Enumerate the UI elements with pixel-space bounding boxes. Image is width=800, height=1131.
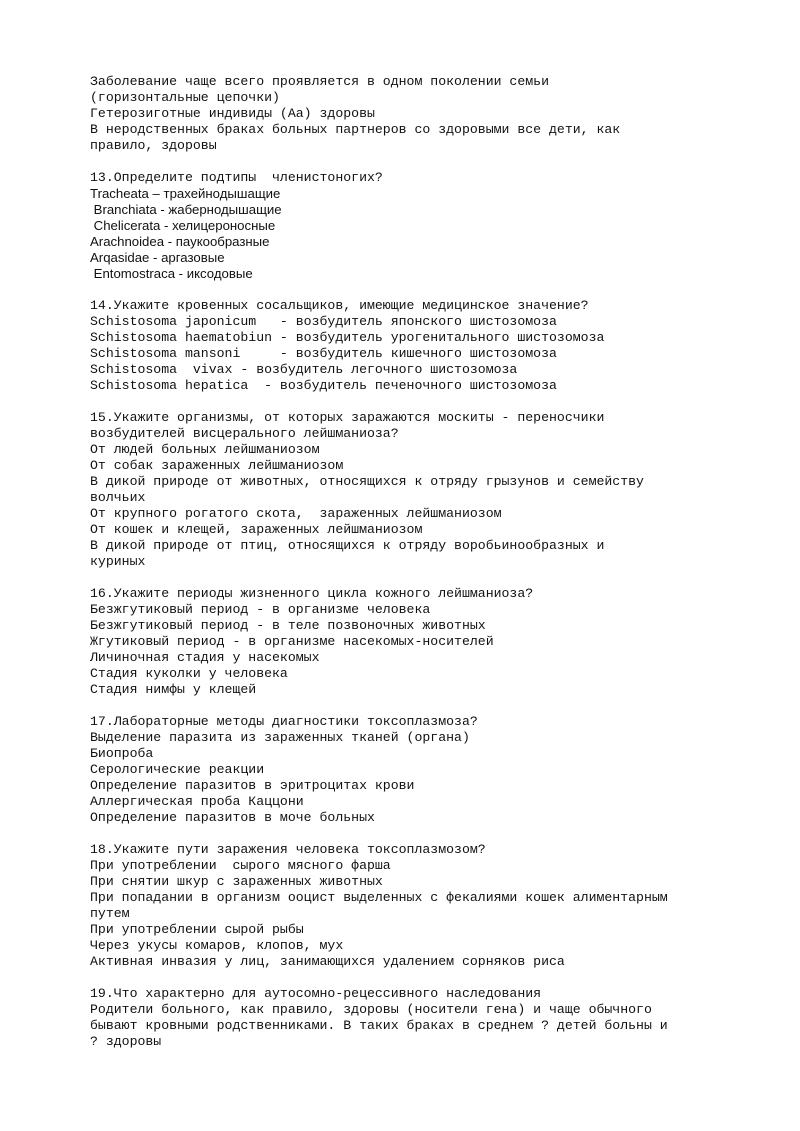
text-line: Личиночная стадия у насекомых	[90, 650, 320, 665]
text-line: От крупного рогатого скота, зараженных лейшманиозом	[90, 506, 502, 521]
question-18	[90, 842, 740, 970]
text-line: Гетерозиготные индивиды (Аа) здоровы	[90, 106, 375, 121]
text-line: Schistosoma japonicum - возбудитель японского шистозомоза	[90, 314, 557, 329]
text-line: ? здоровы	[90, 1034, 162, 1049]
text-line: волчьих	[90, 490, 146, 505]
text-line: От кошек и клещей, зараженных лейшманиозом	[90, 522, 423, 537]
text-line: Schistosoma haematobiun - возбудитель урогенитального шистозомоза	[90, 330, 605, 345]
text-line: В дикой природе от животных, относящихся к отряду грызунов и семейству	[90, 474, 644, 489]
text-line: Arachnoidea - паукообразные	[90, 234, 270, 249]
text-line: При попадании в организм ооцист выделенных с фекалиями кошек алиментарным	[90, 890, 668, 905]
text-line: В дикой природе от птиц, относящихся к отряду воробьинообразных и	[90, 538, 605, 553]
question-16	[90, 586, 740, 698]
text-line: Определение паразитов в эритроцитах крови	[90, 778, 415, 793]
text-line: При употреблении сырой рыбы	[90, 922, 304, 937]
paragraph-gap	[90, 282, 740, 298]
paragraph-gap	[90, 154, 740, 170]
paragraph-gap	[90, 970, 740, 986]
text-line: Биопроба	[90, 746, 154, 761]
text-line: Родители больного, как правило, здоровы (носители гена) и чаще обычного	[90, 1002, 652, 1017]
text-line: куриных	[90, 554, 146, 569]
text-line: (горизонтальные цепочки)	[90, 90, 280, 105]
text-line: Arqasidae - аргазовые	[90, 250, 225, 265]
text-line: Безжгутиковый период - в теле позвоночных животных	[90, 618, 486, 633]
question-13	[90, 170, 740, 282]
document-text	[90, 74, 740, 1050]
text-line: При снятии шкур с зараженных животных	[90, 874, 383, 889]
question-15	[90, 410, 740, 570]
text-line: Жгутиковый период - в организме насекомых-носителей	[90, 634, 494, 649]
text-line: Стадия куколки у человека	[90, 666, 288, 681]
paragraph-gap	[90, 826, 740, 842]
question-text: 19.Что характерно для аутосомно-рецессивного наследования	[90, 986, 542, 1001]
question-text: 14.Укажите кровенных сосальщиков, имеющие медицинское значение?	[90, 298, 589, 313]
text-line: путем	[90, 906, 130, 921]
paragraph-gap	[90, 570, 740, 586]
text-line: Через укусы комаров, клопов, мух	[90, 938, 344, 953]
text-line: Аллергическая проба Каццони	[90, 794, 304, 809]
question-14	[90, 298, 740, 394]
text-line: Заболевание чаще всего проявляется в одном поколении семьи	[90, 74, 549, 89]
text-line: Безжгутиковый период - в организме человека	[90, 602, 431, 617]
paragraph-gap	[90, 394, 740, 410]
text-line: бывают кровными родственниками. В таких браках в среднем ? детей больны и	[90, 1018, 668, 1033]
text-line: При употреблении сырого мясного фарша	[90, 858, 391, 873]
text-line: Chelicerata - хелицероносные	[90, 218, 276, 233]
text-line: Branchiata - жабернодышащие	[90, 202, 282, 217]
text-line: От людей больных лейшманиозом	[90, 442, 320, 457]
question-text: 18.Укажите пути заражения человека токсоплазмозом?	[90, 842, 486, 857]
text-line: В неродственных браках больных партнеров со здоровыми все дети, как	[90, 122, 621, 137]
question-text: 17.Лабораторные методы диагностики токсоплазмоза?	[90, 714, 478, 729]
text-line: правило, здоровы	[90, 138, 217, 153]
text-line: Стадия нимфы у клещей	[90, 682, 257, 697]
question-17	[90, 714, 740, 826]
question-text: 16.Укажите периоды жизненного цикла кожного лейшманиоза?	[90, 586, 534, 601]
question-text: 13.Определите подтипы членистоногих?	[90, 170, 383, 185]
text-line: Schistosoma vivax - возбудитель легочного шистозомоза	[90, 362, 518, 377]
text-line: Entomostraca - иксодовые	[90, 266, 253, 281]
text-line: Серологические реакции	[90, 762, 265, 777]
text-line: Определение паразитов в моче больных	[90, 810, 375, 825]
question-19	[90, 986, 740, 1050]
question-text: 15.Укажите организмы, от которых заражаются москиты - переносчики	[90, 410, 605, 425]
text-line: Выделение паразита из зараженных тканей (органа)	[90, 730, 470, 745]
text-line: Schistosoma mansoni - возбудитель кишечного шистозомоза	[90, 346, 557, 361]
text-line: возбудителей висцерального лейшманиоза?	[90, 426, 399, 441]
text-line: Tracheata – трахейнодышащие	[90, 186, 281, 201]
text-line: Schistosoma hepatica - возбудитель печеночного шистозомоза	[90, 378, 557, 393]
paragraph-gap	[90, 698, 740, 714]
intro	[90, 74, 740, 154]
text-line: Активная инвазия у лиц, занимающихся удалением сорняков риса	[90, 954, 565, 969]
text-line: От собак зараженных лейшманиозом	[90, 458, 344, 473]
